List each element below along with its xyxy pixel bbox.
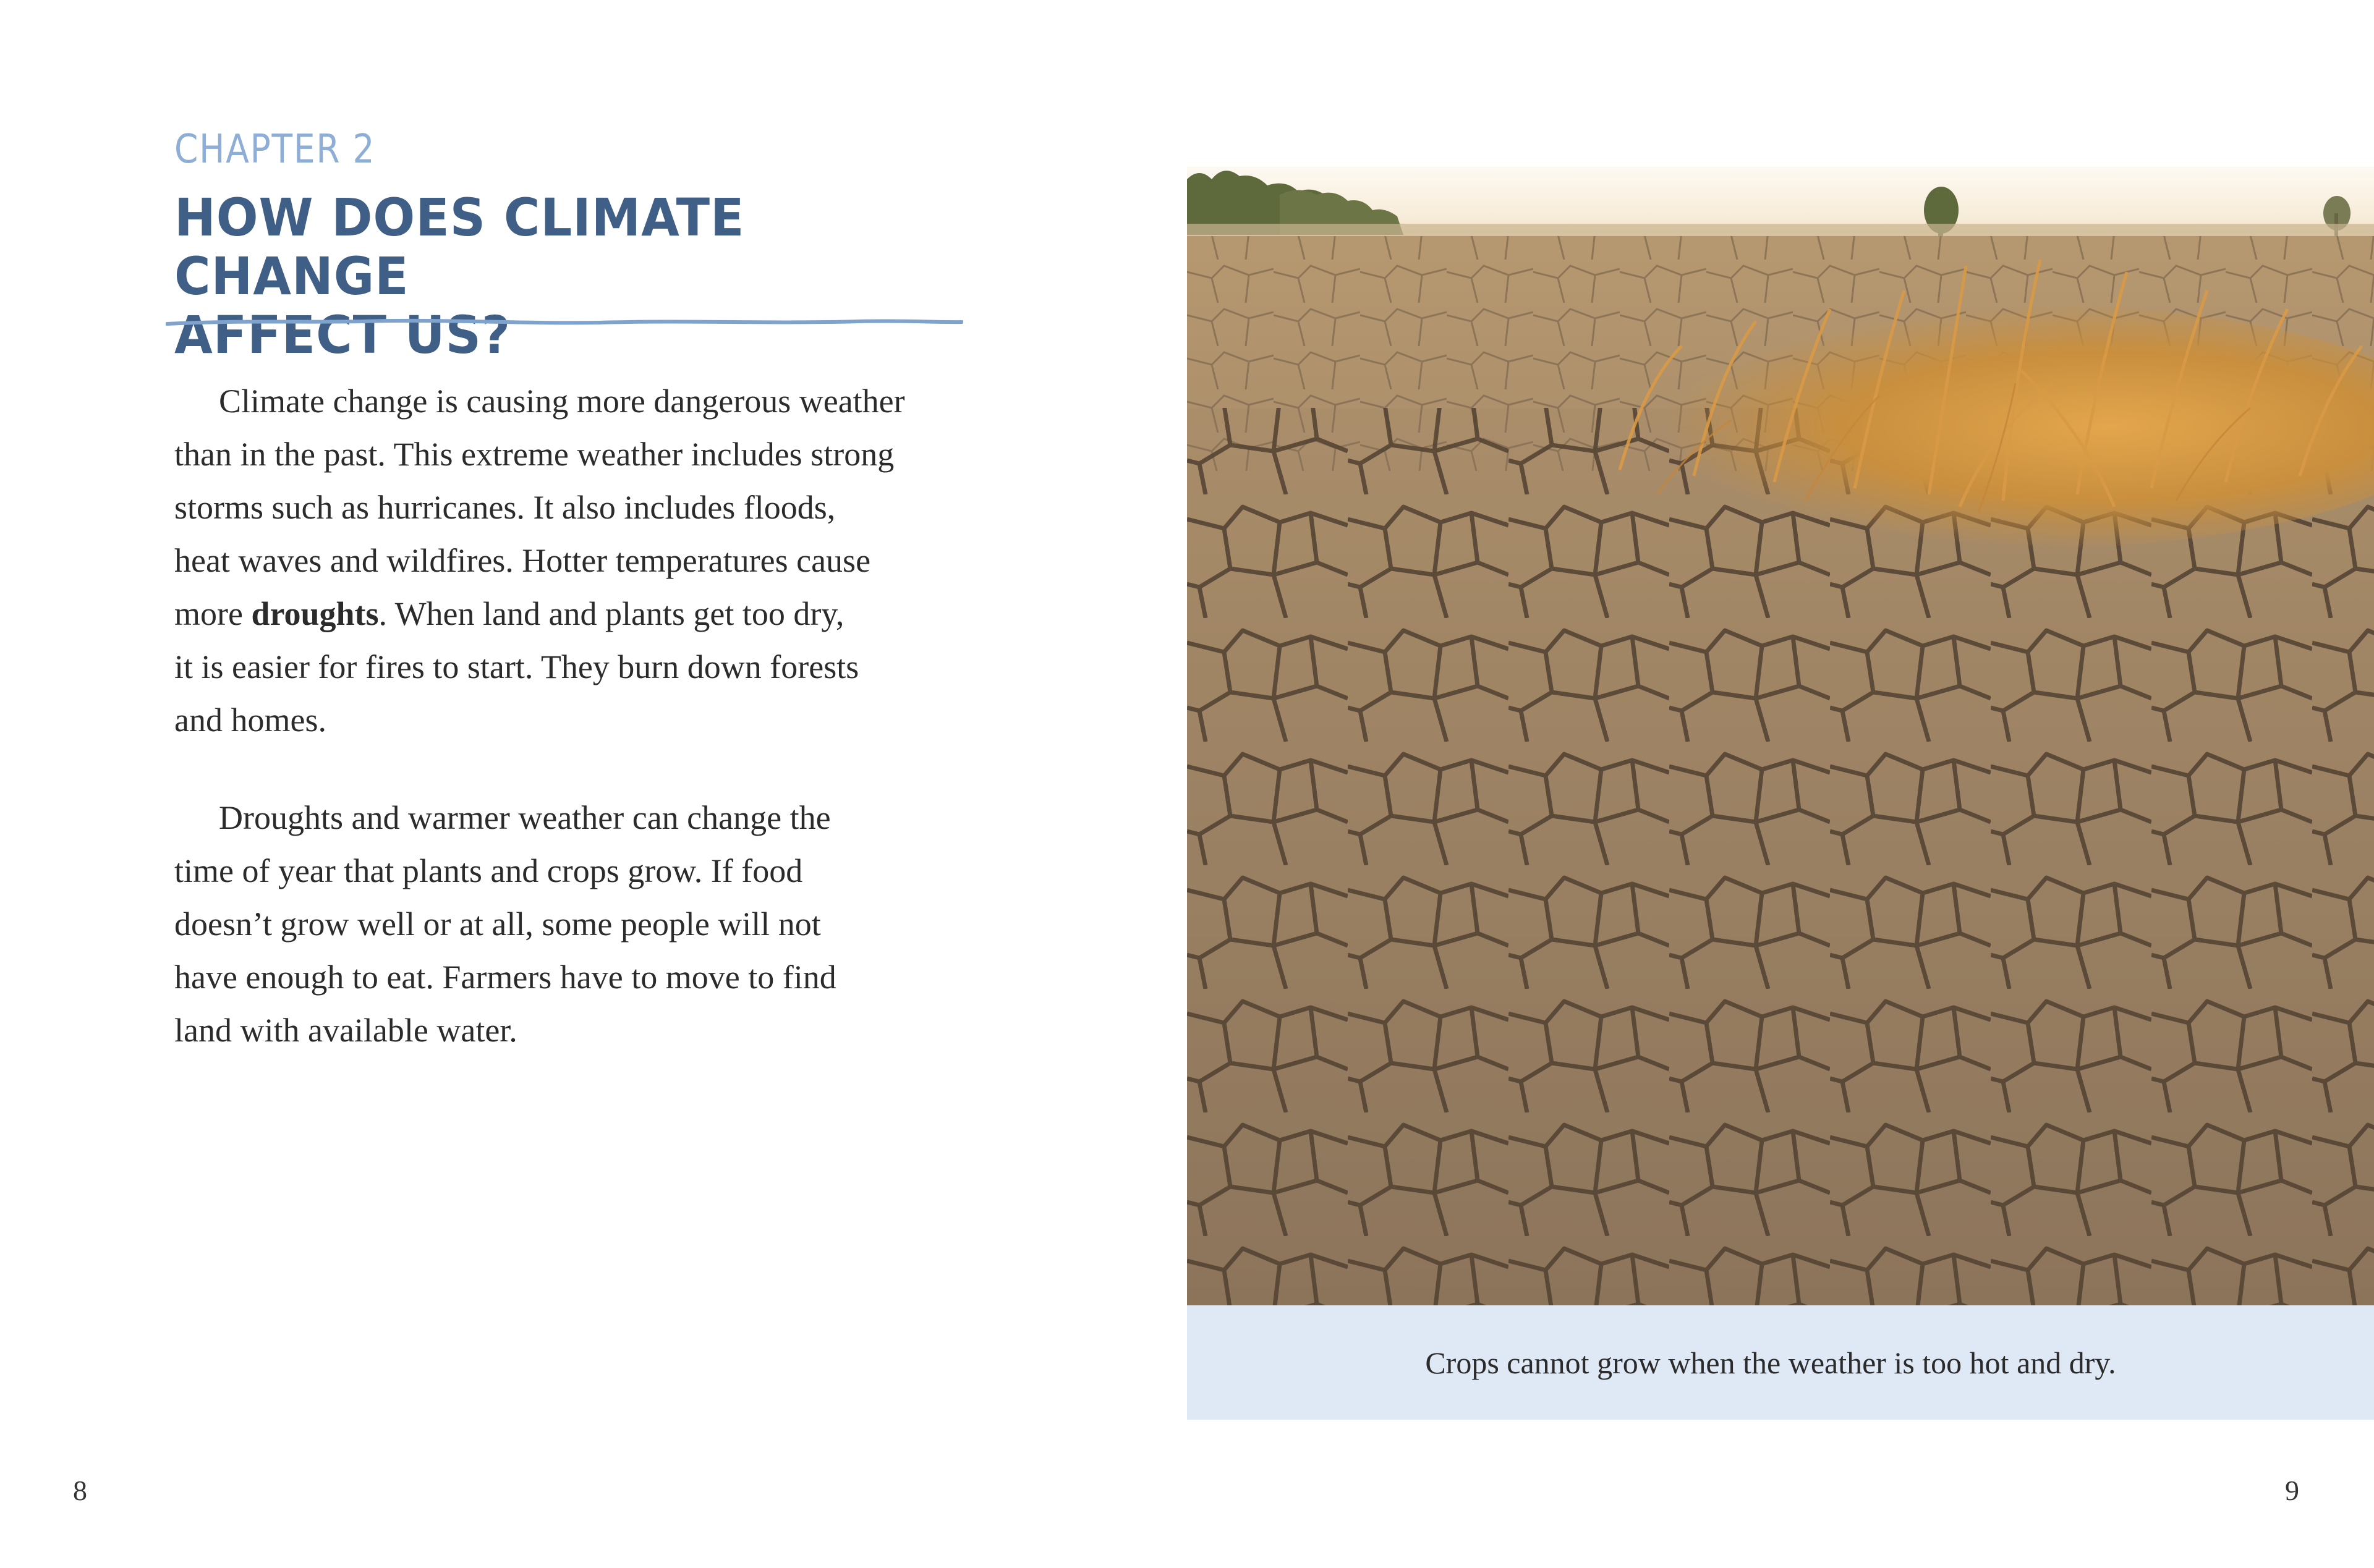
p2-line: land with available water. bbox=[174, 1012, 517, 1049]
p2-line: doesn’t grow well or at all, some people will not bbox=[174, 905, 821, 943]
chapter-title bbox=[174, 189, 938, 365]
p1-line: . When land and plants get too dry, bbox=[378, 595, 845, 632]
paragraph-2 bbox=[174, 791, 972, 1057]
photo-caption: Crops cannot grow when the weather is too hot and dry. bbox=[1425, 1345, 2116, 1380]
p2-line: have enough to eat. Farmers have to move to find bbox=[174, 959, 836, 996]
p1-line: Climate change is causing more dangerous weather bbox=[219, 383, 905, 420]
p1-line: than in the past. This extreme weather includes strong bbox=[174, 436, 895, 473]
paragraph-1 bbox=[174, 375, 972, 747]
drought-photo bbox=[1187, 0, 2374, 1305]
page-number-right: 9 bbox=[2285, 1475, 2299, 1506]
chapter-title-line2: AFFECT US? bbox=[174, 305, 511, 365]
right-page bbox=[1187, 0, 2374, 1568]
p1-line: it is easier for fires to start. They burn down forests bbox=[174, 648, 859, 685]
chapter-title-line1: HOW DOES CLIMATE CHANGE bbox=[174, 187, 745, 307]
p2-line: time of year that plants and crops grow. If food bbox=[174, 852, 803, 889]
glossary-term-droughts: droughts bbox=[251, 595, 379, 632]
p1-line: storms such as hurricanes. It also includes floods, bbox=[174, 489, 836, 526]
chapter-label: CHAPTER 2 bbox=[174, 127, 376, 172]
p1-line: and homes. bbox=[174, 701, 326, 739]
page-number-left: 8 bbox=[73, 1475, 87, 1506]
p1-line: heat waves and wildfires. Hotter temperatures cause bbox=[174, 542, 871, 579]
p2-line: Droughts and warmer weather can change the bbox=[219, 799, 831, 836]
caption-box bbox=[1187, 1305, 2374, 1420]
p1-line: more bbox=[174, 595, 252, 632]
title-underline bbox=[166, 315, 963, 330]
